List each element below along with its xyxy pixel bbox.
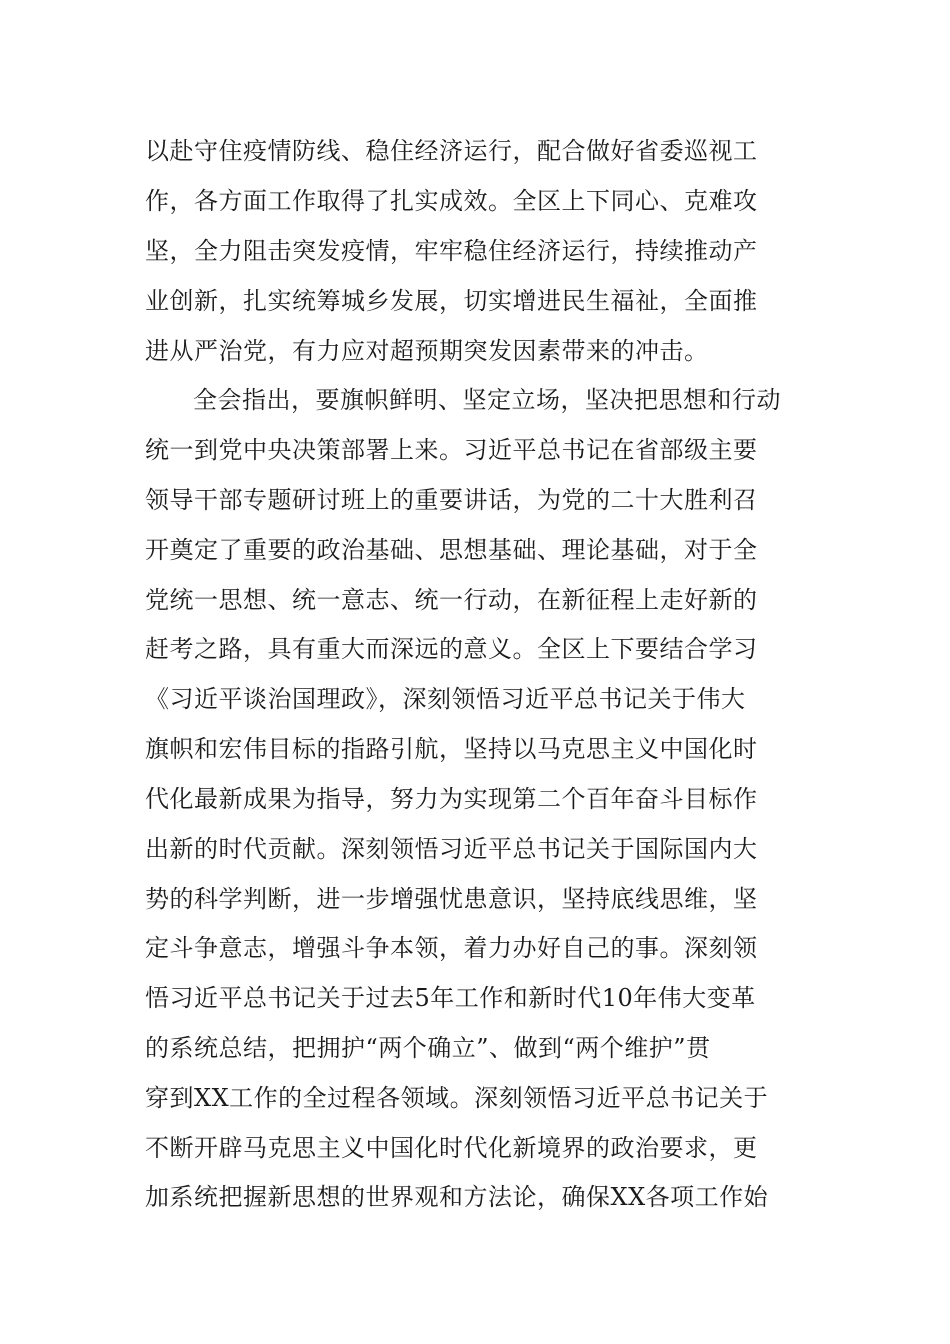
- text-line: 领导干部专题研讨班上的重要讲话，为党的二十大胜利召: [145, 486, 758, 514]
- text-line: 《习近平谈治国理政》，深刻领悟习近平总书记关于伟大: [145, 685, 746, 713]
- text-line: 旗帜和宏伟目标的指路引航，坚持以马克思主义中国化时: [145, 735, 758, 763]
- text-line: 悟习近平总书记关于过去5年工作和新时代10年伟大变革: [145, 984, 756, 1012]
- text-line: 以赴守住疫情防线、稳住经济运行，配合做好省委巡视工: [145, 137, 758, 165]
- text-line: 赶考之路，具有重大而深远的意义。全区上下要结合学习: [145, 635, 758, 663]
- text-line: 的系统总结，把拥护“两个确立”、做到“两个维护”贯: [145, 1034, 711, 1062]
- text-line: 代化最新成果为指导，努力为实现第二个百年奋斗目标作: [145, 785, 758, 813]
- text-line: 党统一思想、统一意志、统一行动，在新征程上走好新的: [145, 586, 758, 614]
- text-line: 不断开辟马克思主义中国化时代化新境界的政治要求，更: [145, 1134, 758, 1162]
- text-line: 进从严治党，有力应对超预期突发因素带来的冲击。: [145, 337, 709, 365]
- text-line: 业创新，扎实统筹城乡发展，切实增进民生福祉，全面推: [145, 287, 758, 315]
- text-line: 开奠定了重要的政治基础、思想基础、理论基础，对于全: [145, 536, 758, 564]
- text-line: 出新的时代贡献。深刻领悟习近平总书记关于国际国内大: [145, 835, 758, 863]
- text-line: 加系统把握新思想的世界观和方法论，确保XX各项工作始: [145, 1183, 769, 1211]
- text-line: 作，各方面工作取得了扎实成效。全区上下同心、克难攻: [145, 187, 758, 215]
- text-line: 穿到XX工作的全过程各领域。深刻领悟习近平总书记关于: [145, 1084, 769, 1112]
- text-line: 统一到党中央决策部署上来。习近平总书记在省部级主要: [145, 436, 758, 464]
- text-line: 定斗争意志，增强斗争本领，着力办好自己的事。深刻领: [145, 934, 758, 962]
- text-line: 势的科学判断，进一步增强忧患意识，坚持底线思维，坚: [145, 885, 758, 913]
- text-line: 坚，全力阻击突发疫情，牢牢稳住经济运行，持续推动产: [145, 237, 758, 265]
- paragraph-first-line: 全会指出，要旗帜鲜明、坚定立场，坚决把思想和行动: [193, 386, 781, 414]
